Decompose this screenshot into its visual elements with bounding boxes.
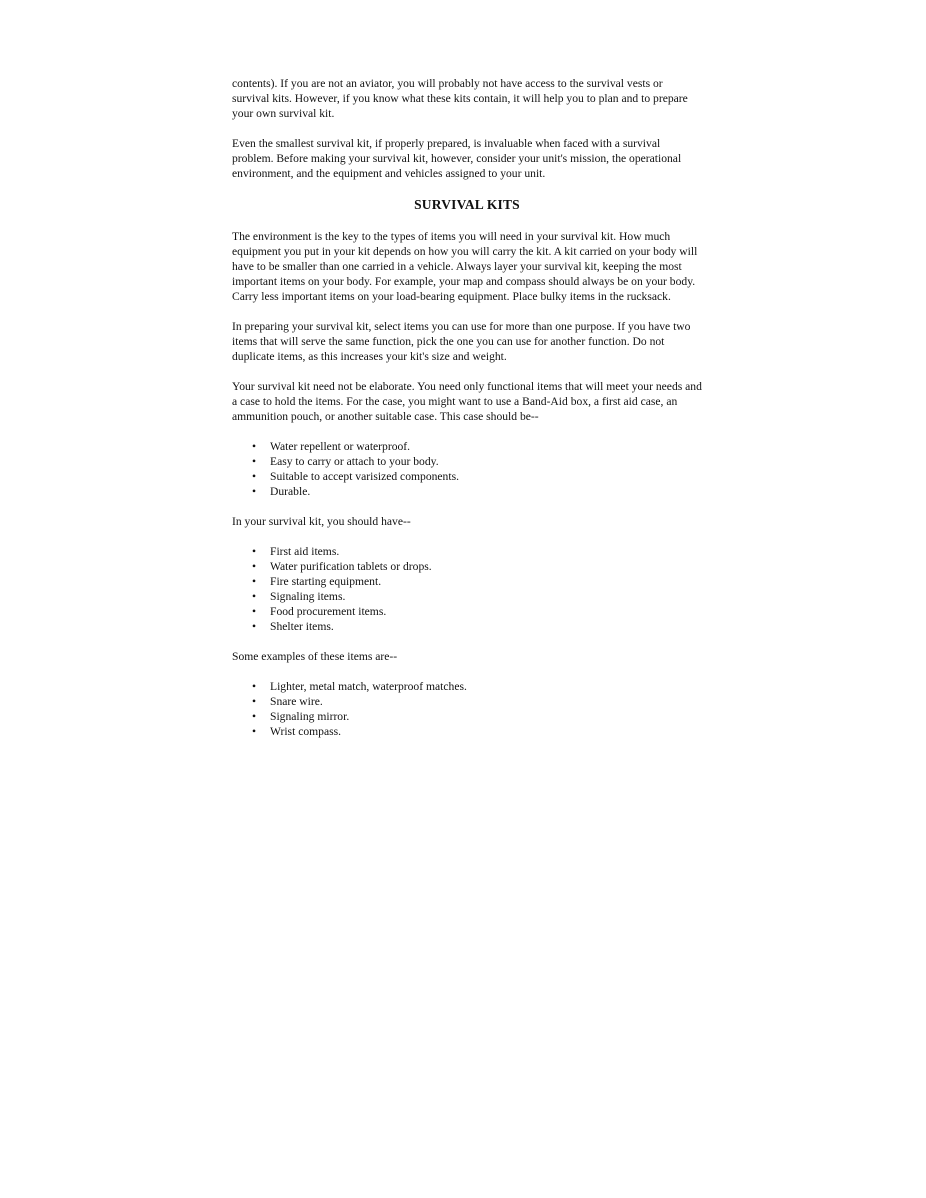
bullet-icon: • bbox=[252, 560, 257, 573]
list-item bbox=[232, 709, 702, 724]
bullet-icon: • bbox=[252, 575, 257, 588]
bullet-icon: • bbox=[252, 455, 257, 468]
bullet-icon: • bbox=[252, 605, 257, 618]
list-item-text: Food procurement items. bbox=[270, 605, 387, 618]
list-item bbox=[232, 454, 702, 469]
list-item-text: First aid items. bbox=[270, 545, 340, 558]
list-item bbox=[232, 724, 702, 739]
list-item bbox=[232, 439, 702, 454]
list-item bbox=[232, 694, 702, 709]
list-item bbox=[232, 604, 702, 619]
bullet-icon: • bbox=[252, 620, 257, 633]
paragraph-environment: The environment is the key to the types of items you will need in your survival kit. How much equipment you put in your kit depends on how you will carry the kit. A kit carried on your body will have to be smaller than one carried in a vehicle. Always layer your survival kit, keeping the most important items on your body. For example, your map and compass should always be on your body. Carry less important items on your load-bearing equipment. Place bulky items in the rucksack. bbox=[232, 230, 698, 303]
list-item-text: Shelter items. bbox=[270, 620, 334, 633]
list-item-text: Durable. bbox=[270, 485, 311, 498]
bullet-icon: • bbox=[252, 545, 257, 558]
list-item bbox=[232, 574, 702, 589]
bullet-icon: • bbox=[252, 440, 257, 453]
list-item-text: Signaling mirror. bbox=[270, 710, 350, 723]
section-heading: SURVIVAL KITS bbox=[414, 197, 520, 212]
bullet-icon: • bbox=[252, 470, 257, 483]
list-item-text: Snare wire. bbox=[270, 695, 323, 708]
list-item-text: Fire starting equipment. bbox=[270, 575, 382, 588]
list-item bbox=[232, 484, 702, 499]
paragraph-elaborate: Your survival kit need not be elaborate. You need only functional items that will meet your needs and a case to hold the items. For the case, you might want to use a Band-Aid box, a first aid case, an ammunition pouch, or another suitable case. This case should be-- bbox=[232, 380, 702, 423]
bullet-icon: • bbox=[252, 590, 257, 603]
paragraph-examples: Some examples of these items are-- bbox=[232, 650, 398, 663]
kit-contents-list bbox=[232, 544, 702, 634]
list-item-text: Suitable to accept varisized components. bbox=[270, 470, 459, 483]
list-item-text: Signaling items. bbox=[270, 590, 346, 603]
list-item-text: Wrist compass. bbox=[270, 725, 342, 738]
case-requirements-list bbox=[232, 439, 702, 499]
list-item-text: Water repellent or waterproof. bbox=[270, 440, 411, 453]
list-item bbox=[232, 619, 702, 634]
bullet-icon: • bbox=[252, 710, 257, 723]
list-item-text: Easy to carry or attach to your body. bbox=[270, 455, 439, 468]
list-item bbox=[232, 679, 702, 694]
list-item bbox=[232, 559, 702, 574]
list-item-text: Water purification tablets or drops. bbox=[270, 560, 432, 573]
bullet-icon: • bbox=[252, 695, 257, 708]
bullet-icon: • bbox=[252, 725, 257, 738]
paragraph-smallest-kit: Even the smallest survival kit, if properly prepared, is invaluable when faced with a survival problem. Before making your survival kit, however, consider your unit's mission, the operational environment, and the equipment and vehicles assigned to your unit. bbox=[232, 137, 682, 180]
document-page bbox=[232, 76, 702, 754]
bullet-icon: • bbox=[252, 485, 257, 498]
bullet-icon: • bbox=[252, 680, 257, 693]
list-item-text: Lighter, metal match, waterproof matches. bbox=[270, 680, 467, 693]
list-item bbox=[232, 589, 702, 604]
list-item bbox=[232, 544, 702, 559]
paragraph-should-have: In your survival kit, you should have-- bbox=[232, 515, 411, 528]
list-item bbox=[232, 469, 702, 484]
paragraph-intro: contents). If you are not an aviator, you will probably not have access to the survival vests or survival kits. However, if you know what these kits contain, it will help you to plan and to prepare your own survival kit. bbox=[232, 77, 688, 120]
examples-list bbox=[232, 679, 702, 739]
paragraph-preparing: In preparing your survival kit, select items you can use for more than one purpose. If you have two items that will serve the same function, pick the one you can use for another function. Do not duplicate items, as this increases your kit's size and weight. bbox=[232, 320, 691, 363]
